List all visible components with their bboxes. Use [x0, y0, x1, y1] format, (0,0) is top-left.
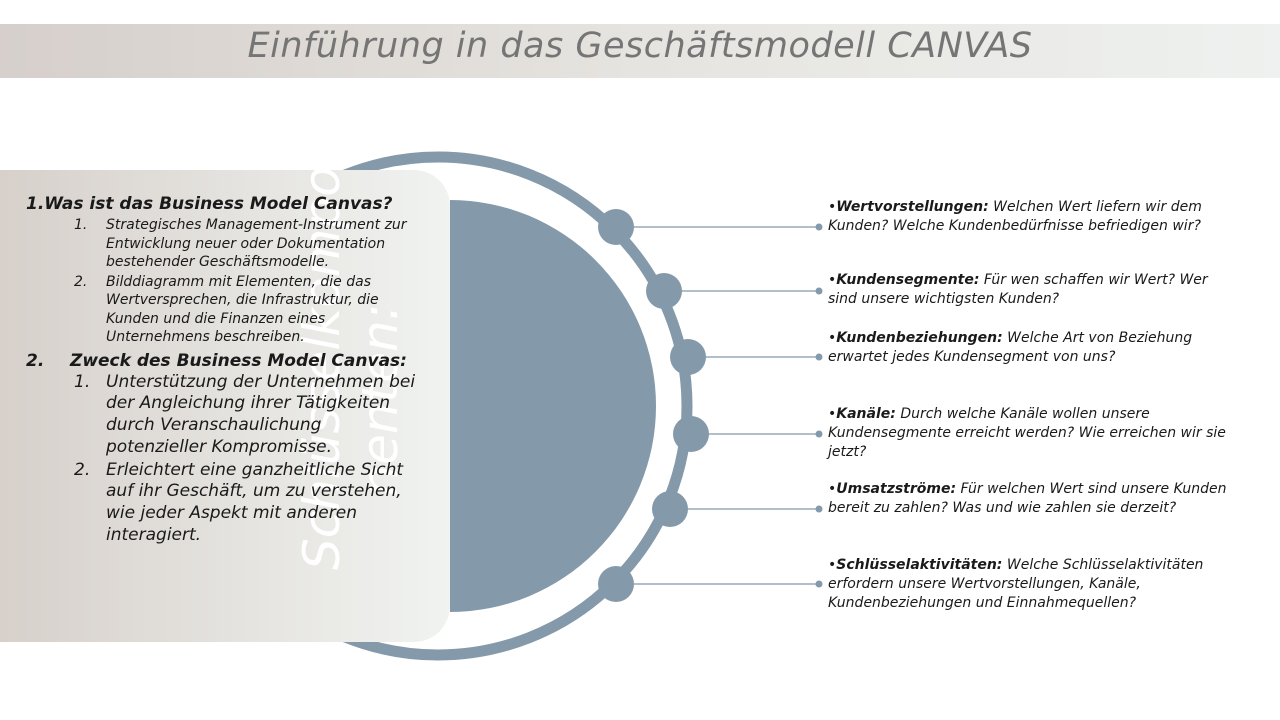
item-text: Erleichtert eine ganzheitliche Sicht auf ihr Geschäft, um zu verstehen, wie jeder Aspekt mit anderen interagiert.	[106, 459, 404, 546]
component-channels: •Kanäle: Durch welche Kanäle wollen unsere Kundensegmente erreicht werden? Wie erreichen wir sie jetzt?	[828, 406, 1226, 460]
left-text-block	[26, 193, 426, 547]
ring-node	[646, 273, 682, 309]
component-label: Umsatzströme:	[836, 481, 957, 497]
question-text: Was ist das Business Model Canvas?	[44, 194, 393, 214]
question-number: 2.	[26, 350, 45, 371]
list-item	[26, 460, 426, 547]
component-label: Schlüsselaktivitäten:	[836, 557, 1003, 573]
list-item	[26, 372, 426, 459]
ring-node	[598, 566, 634, 602]
ring-node	[673, 416, 709, 452]
item-text: Unterstützung der Unternehmen bei der Angleichung ihrer Tätigkeiten durch Veranschaulichung potenzieller Kompromisse.	[106, 371, 416, 457]
question-text: Zweck des Business Model Canvas:	[70, 350, 407, 371]
component-text: Für welchen Wert sind unsere Kunden bereit zu zahlen? Was und wie zahlen sie derzeit?	[828, 481, 1227, 516]
list-item	[26, 216, 426, 272]
question-heading-2	[26, 350, 426, 372]
item-number: 2.	[74, 273, 88, 290]
ring-node	[670, 339, 706, 375]
item-text: Strategisches Management-Instrument zur Entwicklung neuer oder Dokumentation bestehender Geschäftsmodelle.	[106, 217, 407, 270]
component-revenue-streams: •Umsatzströme: Für welchen Wert sind unsere Kunden bereit zu zahlen? Was und wie zahlen sie derzeit?	[828, 481, 1227, 516]
item-text: Bilddiagramm mit Elementen, die das Wertversprechen, die Infrastruktur, die Kunden und die Finanzen eines Unternehmens beschreiben.	[106, 273, 379, 345]
component-text: Für wen schaffen wir Wert? Wer sind unsere wichtigsten Kunden?	[828, 272, 1208, 307]
ring-node	[598, 209, 634, 245]
component-customer-segments: •Kundensegmente: Für wen schaffen wir Wert? Wer sind unsere wichtigsten Kunden?	[828, 272, 1208, 307]
item-number: 1.	[74, 217, 88, 233]
component-text: Welche Art von Beziehung erwartet jedes Kundensegment von uns?	[828, 330, 1193, 365]
component-text: Welchen Wert liefern wir dem Kunden? Welche Kundenbedürfnisse befriedigen wir?	[828, 199, 1202, 234]
center-semicircle	[450, 200, 656, 612]
component-label: Wertvorstellungen:	[836, 199, 989, 215]
center-label-line-1: Schlüsselkompo	[293, 166, 351, 570]
component-key-activities: •Schlüsselaktivitäten: Welche Schlüsselaktivitäten erfordern unsere Wertvorstellungen, Kanäle, Kundenbeziehungen und Einnahmequellen?	[828, 557, 1204, 611]
question-number: 1.	[26, 194, 45, 214]
component-label: Kundensegmente:	[836, 272, 980, 288]
component-label: Kundenbeziehungen:	[836, 330, 1003, 346]
list-item	[26, 273, 426, 347]
center-label-line-2: nenten:	[351, 303, 409, 497]
component-text: Welche Schlüsselaktivitäten erfordern unsere Wertvorstellungen, Kanäle, Kundenbeziehungen und Einnahmequellen?	[828, 557, 1204, 611]
ring-node	[652, 491, 688, 527]
item-number: 2.	[74, 459, 91, 480]
slide-title: Einführung in das Geschäftsmodell CANVAS	[247, 26, 1033, 66]
component-label: Kanäle:	[836, 406, 896, 422]
component-value-propositions: •Wertvorstellungen: Welchen Wert liefern wir dem Kunden? Welche Kundenbedürfnisse befriedigen wir?	[828, 199, 1202, 234]
item-number: 1.	[74, 371, 91, 392]
component-customer-relationships: •Kundenbeziehungen: Welche Art von Beziehung erwartet jedes Kundensegment von uns?	[828, 330, 1193, 365]
question-heading-1	[26, 193, 426, 215]
component-text: Durch welche Kanäle wollen unsere Kundensegmente erreicht werden? Wie erreichen wir sie jetzt?	[828, 406, 1226, 460]
